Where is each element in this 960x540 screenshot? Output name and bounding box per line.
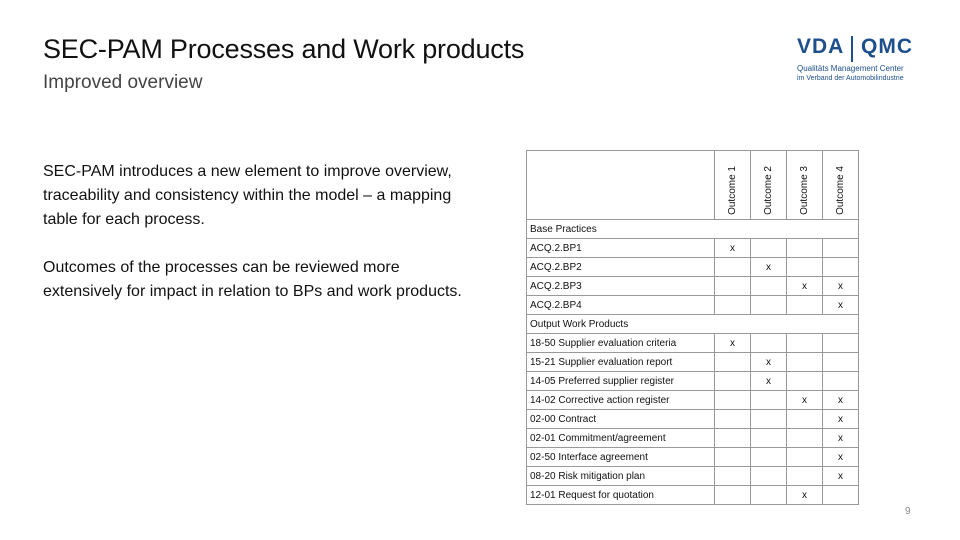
mapping-mark: x (787, 391, 823, 410)
row-label: 18-50 Supplier evaluation criteria (527, 334, 715, 353)
outcome-label: Outcome 3 (799, 166, 810, 215)
mapping-mark (787, 239, 823, 258)
table-header-row (527, 151, 859, 220)
mapping-mark: x (823, 296, 859, 315)
table-row (527, 277, 859, 296)
mapping-mark: x (823, 467, 859, 486)
table-corner-cell (527, 151, 715, 220)
outcome-header-2 (751, 151, 787, 220)
outcome-header-4 (823, 151, 859, 220)
mapping-mark (823, 334, 859, 353)
mapping-mark: x (823, 391, 859, 410)
mapping-mark: x (823, 448, 859, 467)
table-row (527, 410, 859, 429)
mapping-mark (787, 258, 823, 277)
outcome-header-1 (715, 151, 751, 220)
mapping-mark (751, 486, 787, 505)
section-title: Base Practices (527, 220, 859, 239)
mapping-mark (787, 429, 823, 448)
mapping-mark (751, 239, 787, 258)
mapping-mark: x (823, 429, 859, 448)
table-row (527, 353, 859, 372)
mapping-mark (751, 334, 787, 353)
row-label: 02-00 Contract (527, 410, 715, 429)
intro-paragraph: SEC-PAM introduces a new element to improve overview, traceability and consistency within the model – a mapping table for each process. (43, 163, 452, 228)
mapping-mark (715, 296, 751, 315)
section-title: Output Work Products (527, 315, 859, 334)
logo-tagline-2: im Verband der Automobilindustrie (797, 75, 904, 82)
mapping-mark (715, 372, 751, 391)
mapping-mark (787, 296, 823, 315)
logo-vda-text: VDA (797, 35, 845, 58)
mapping-mark: x (787, 277, 823, 296)
mapping-mark (715, 353, 751, 372)
mapping-mark (715, 410, 751, 429)
row-label: ACQ.2.BP1 (527, 239, 715, 258)
page-title: SEC-PAM Processes and Work products (43, 34, 525, 64)
vda-qmc-logo (797, 35, 922, 87)
mapping-mark (787, 334, 823, 353)
logo-tagline-1: Qualitäts Management Center (797, 64, 904, 73)
section-row (527, 315, 859, 334)
mapping-mark: x (751, 258, 787, 277)
row-label: 02-01 Commitment/agreement (527, 429, 715, 448)
mapping-mark (751, 410, 787, 429)
page-number: 9 (905, 506, 911, 517)
mapping-mark (823, 486, 859, 505)
row-label: ACQ.2.BP3 (527, 277, 715, 296)
mapping-mark (751, 467, 787, 486)
row-label: 02-50 Interface agreement (527, 448, 715, 467)
mapping-mark (751, 429, 787, 448)
table-row (527, 334, 859, 353)
mapping-mark: x (823, 410, 859, 429)
mapping-mark (715, 391, 751, 410)
row-label: ACQ.2.BP2 (527, 258, 715, 277)
mapping-mark (823, 353, 859, 372)
mapping-mark: x (751, 372, 787, 391)
row-label: 14-02 Corrective action register (527, 391, 715, 410)
mapping-mark (751, 391, 787, 410)
mapping-mark (715, 448, 751, 467)
mapping-mark: x (787, 486, 823, 505)
mapping-mark (823, 239, 859, 258)
mapping-mark: x (751, 353, 787, 372)
mapping-mark: x (715, 334, 751, 353)
mapping-mark (823, 372, 859, 391)
mapping-mark (823, 258, 859, 277)
section-row (527, 220, 859, 239)
mapping-mark: x (715, 239, 751, 258)
row-label: 08-20 Risk mitigation plan (527, 467, 715, 486)
page-subtitle: Improved overview (43, 72, 203, 93)
mapping-mark (751, 448, 787, 467)
mapping-mark (715, 258, 751, 277)
mapping-mark (715, 277, 751, 296)
table-row (527, 239, 859, 258)
row-label: 12-01 Request for quotation (527, 486, 715, 505)
row-label: 14-05 Preferred supplier register (527, 372, 715, 391)
mapping-mark (751, 296, 787, 315)
mapping-table (526, 150, 859, 505)
mapping-mark (751, 277, 787, 296)
table-row (527, 391, 859, 410)
mapping-mark (787, 467, 823, 486)
mapping-mark: x (823, 277, 859, 296)
mapping-mark (787, 448, 823, 467)
row-label: 15-21 Supplier evaluation report (527, 353, 715, 372)
table-row (527, 372, 859, 391)
table-row (527, 467, 859, 486)
mapping-mark (715, 467, 751, 486)
outcome-header-3 (787, 151, 823, 220)
table-row (527, 296, 859, 315)
table-row (527, 429, 859, 448)
logo-qmc-text: QMC (861, 35, 913, 58)
outcome-label: Outcome 2 (763, 166, 774, 215)
logo-separator (851, 36, 853, 62)
mapping-mark (787, 353, 823, 372)
mapping-mark (787, 410, 823, 429)
outcome-label: Outcome 4 (835, 166, 846, 215)
mapping-mark (715, 486, 751, 505)
mapping-mark (715, 429, 751, 448)
mapping-mark (787, 372, 823, 391)
row-label: ACQ.2.BP4 (527, 296, 715, 315)
table-row (527, 486, 859, 505)
outcomes-paragraph: Outcomes of the processes can be reviewed more extensively for impact in relation to BPs and work products. (43, 259, 462, 300)
table-row (527, 258, 859, 277)
table-row (527, 448, 859, 467)
outcome-label: Outcome 1 (727, 166, 738, 215)
